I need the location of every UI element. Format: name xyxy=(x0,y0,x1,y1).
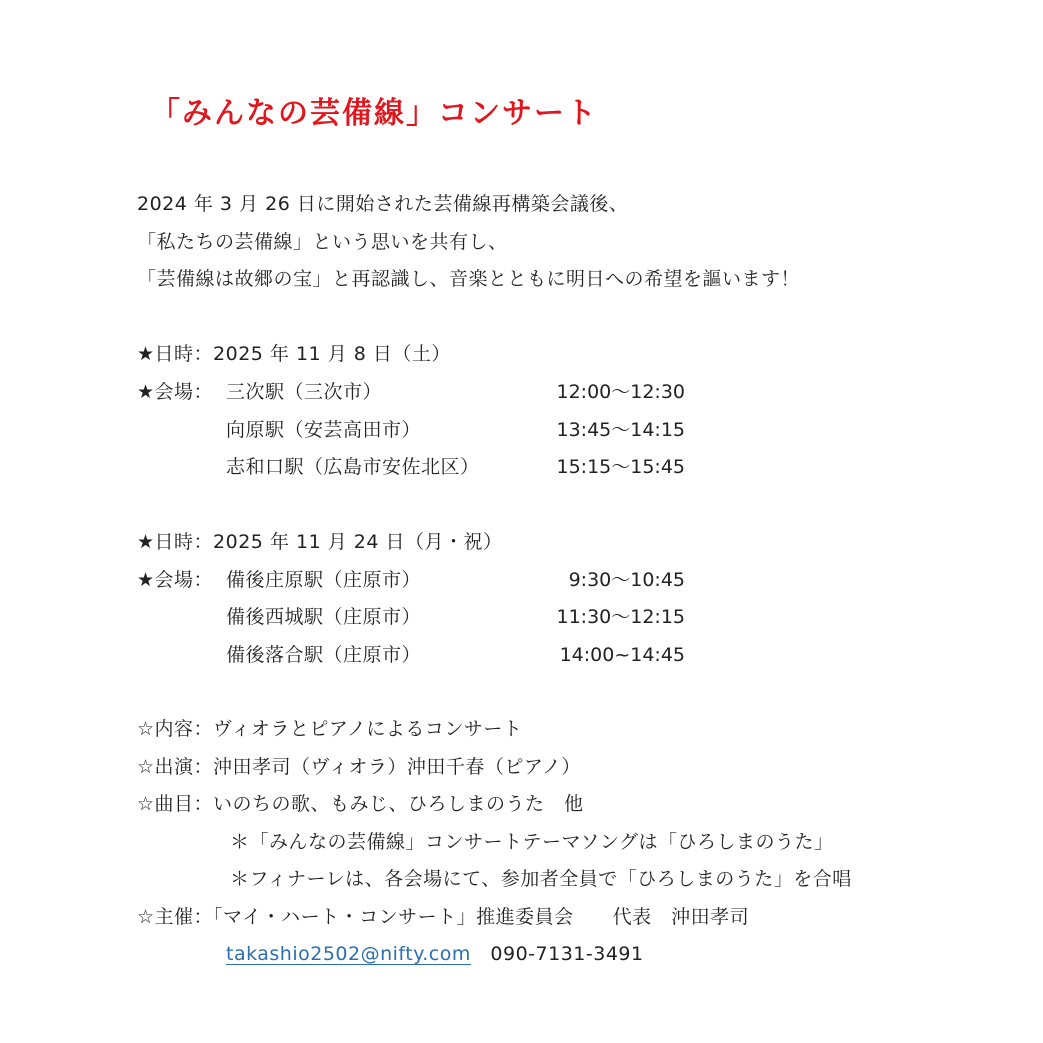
phone-number: 090-7131-3491 xyxy=(490,943,644,965)
event1-venue-2-name: 向原駅（安芸高田市） xyxy=(226,419,422,441)
event2-venue-2-time: 11:30～12:15 xyxy=(556,606,685,628)
note-finale: ＊フィナーレは、各会場にて、参加者全員で「ひろしまのうた」を合唱 xyxy=(230,868,852,890)
event2-venue-label: ★会場： xyxy=(137,569,214,591)
event1-date: 2025 年 11 月 8 日（土） xyxy=(213,343,451,365)
event2-venue-3-time: 14:00~14:45 xyxy=(559,644,685,666)
content-line: ☆内容：ヴィオラとピアノによるコンサート xyxy=(137,718,523,740)
event1-venue-1-name: 三次駅（三次市） xyxy=(226,381,383,403)
event2-venue-1-name: 備後庄原駅（庄原市） xyxy=(226,569,422,591)
organizer-line: ☆主催：「マイ・ハート・コンサート」推進委員会 代表 沖田孝司 xyxy=(137,906,750,928)
event2-date: 2025 年 11 月 24 日（月・祝） xyxy=(213,531,503,553)
performers-line: ☆出演：沖田孝司（ヴィオラ）沖田千春（ピアノ） xyxy=(137,756,581,778)
event2-venue-1-time: 9:30～10:45 xyxy=(568,569,685,591)
event1-venue-label: ★会場： xyxy=(137,381,214,403)
event2-venue-3-name: 備後落合駅（庄原市） xyxy=(226,644,422,666)
event1-date-row xyxy=(137,342,451,366)
email-link[interactable]: takashio2502@nifty.com xyxy=(226,943,471,965)
page-title: 「みんなの芸備線」コンサート xyxy=(150,96,598,131)
intro-line-3: 「芸備線は故郷の宝」と再認識し、音楽とともに明日への希望を謳います！ xyxy=(137,268,801,290)
contact-gap xyxy=(471,943,491,965)
event2-date-label: ★日時： xyxy=(137,531,214,553)
event1-date-label: ★日時： xyxy=(137,343,214,365)
contact-row xyxy=(226,942,644,966)
event2-venue-2-name: 備後西城駅（庄原市） xyxy=(226,606,422,628)
event1-venue-1-time: 12:00～12:30 xyxy=(556,381,685,403)
event1-venue-3-time: 15:15～15:45 xyxy=(556,456,685,478)
intro-line-2: 「私たちの芸備線」という思いを共有し、 xyxy=(137,231,508,253)
songs-line: ☆曲目：いのちの歌、もみじ、ひろしまのうた 他 xyxy=(137,793,584,815)
event1-venue-2-time: 13:45～14:15 xyxy=(556,419,685,441)
event1-venue-3-name: 志和口駅（広島市安佐北区） xyxy=(226,456,480,478)
note-theme-song: ＊「みんなの芸備線」コンサートテーマソングは「ひろしまのうた」 xyxy=(230,831,834,853)
intro-line-1: 2024 年 3 月 26 日に開始された芸備線再構築会議後、 xyxy=(137,193,629,215)
event2-date-row xyxy=(137,530,502,554)
